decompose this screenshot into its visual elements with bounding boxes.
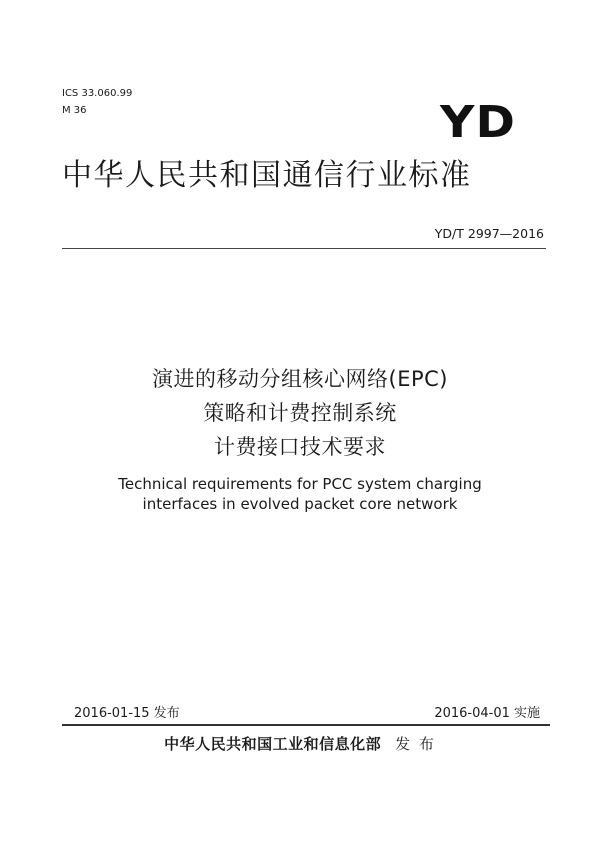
- ccs-code: M 36: [62, 105, 87, 116]
- chinese-title-line-1: 演进的移动分组核心网络(EPC): [152, 367, 448, 391]
- top-divider: [62, 248, 546, 249]
- issue-date: 2016-01-15 发布: [74, 706, 180, 721]
- english-title-line-2: interfaces in evolved packet core network: [142, 495, 458, 513]
- publisher: [0, 733, 600, 755]
- chinese-title-line-3: 计费接口技术要求: [214, 435, 386, 459]
- yd-logo: YD: [440, 97, 517, 148]
- org-title: 中华人民共和国通信行业标准: [62, 158, 472, 193]
- implementation-date: 2016-04-01 实施: [434, 706, 540, 721]
- standard-number: YD/T 2997—2016: [434, 226, 544, 241]
- publisher-action: 发 布: [395, 735, 436, 753]
- bottom-divider: [62, 724, 550, 726]
- chinese-title: [0, 362, 600, 464]
- publisher-name: 中华人民共和国工业和信息化部: [164, 735, 382, 753]
- english-title-line-1: Technical requirements for PCC system charging: [118, 475, 482, 493]
- english-title: [0, 474, 600, 514]
- ics-code: ICS 33.060.99: [62, 88, 133, 99]
- chinese-title-line-2: 策略和计费控制系统: [203, 401, 397, 425]
